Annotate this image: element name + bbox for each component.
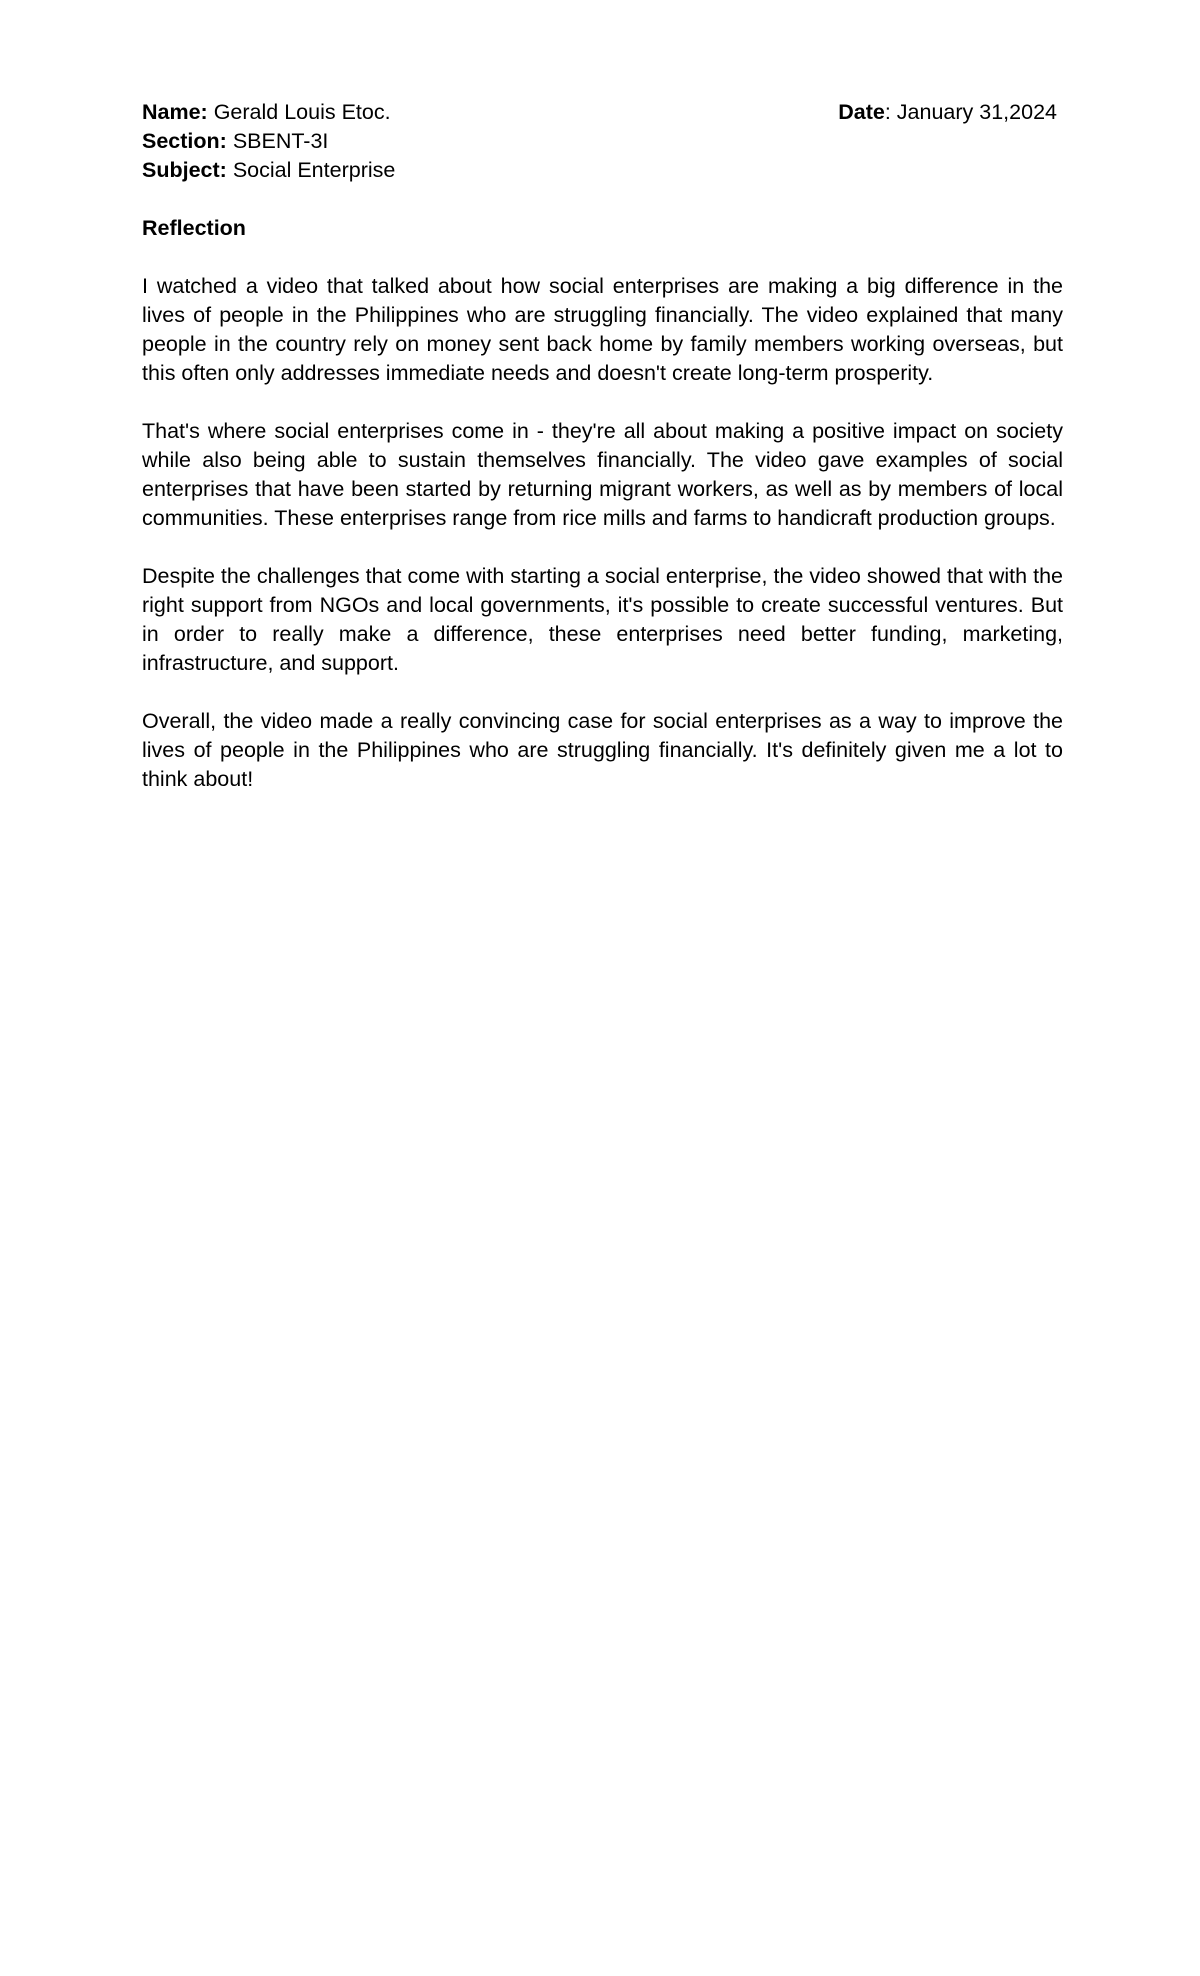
- date-value: : January 31,2024: [884, 100, 1057, 124]
- reflection-heading: Reflection: [142, 216, 246, 240]
- subject-label: Subject:: [142, 158, 227, 182]
- name-label: Name:: [142, 100, 208, 124]
- paragraph: Overall, the video made a really convincing case for social enterprises as a way to improve the lives of people in the Philippines who are struggling financially. It's definitely given me a lot to think about!: [142, 709, 1063, 791]
- paragraph: I watched a video that talked about how social enterprises are making a big difference in the lives of people in the Philippines who are struggling financially. The video explained that many people in the country rely on money sent back home by family members working overseas, but this often only addresses immediate needs and doesn't create long-term prosperity.: [142, 274, 1063, 385]
- date-line: [838, 98, 1057, 127]
- subject-value: Social Enterprise: [232, 158, 396, 182]
- date-label: Date: [838, 100, 885, 124]
- paragraph: That's where social enterprises come in - they're all about making a positive impact on society while also being able to sustain themselves financially. The video gave examples of social enterprises that have been started by returning migrant workers, as well as by members of local communities. These enterprises range from rice mills and farms to handicraft production groups.: [142, 419, 1063, 530]
- paragraph: Despite the challenges that come with starting a social enterprise, the video showed that with the right support from NGOs and local governments, it's possible to create successful ventures. But in order to really make a difference, these enterprises need better funding, marketing, infrastructure, and support.: [142, 564, 1063, 675]
- section-value: SBENT-3I: [232, 129, 329, 153]
- subject-line: [142, 156, 1063, 185]
- section-line: [142, 127, 1063, 156]
- header-row: [142, 98, 1063, 127]
- section-label: Section:: [142, 129, 227, 153]
- document-page: [142, 98, 1063, 794]
- name-value: Gerald Louis Etoc.: [213, 100, 391, 124]
